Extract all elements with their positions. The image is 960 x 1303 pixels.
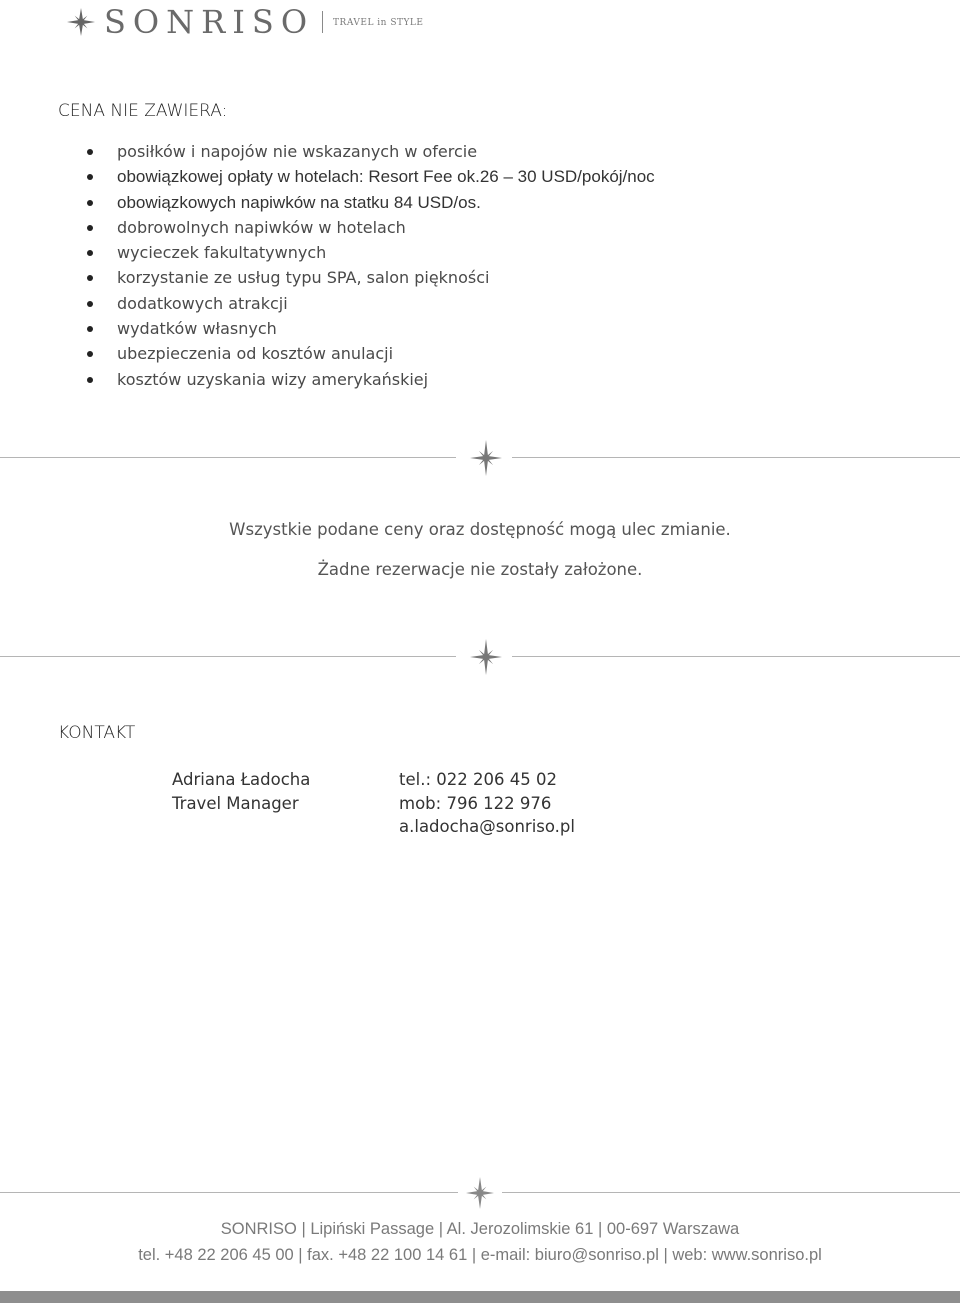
section-divider (0, 438, 960, 478)
contact-phone: tel.: 022 206 45 02 (399, 770, 557, 789)
price-notice: Wszystkie podane ceny oraz dostępność mogą ulec zmianie. (229, 520, 731, 539)
list-item: obowiązkowej opłaty w hotelach: Resort Fee ok.26 – 30 USD/pokój/noc (86, 165, 886, 190)
list-item: dobrowolnych napiwków w hotelach (86, 216, 886, 241)
contact-role: Travel Manager (172, 794, 299, 813)
list-item: korzystanie ze usług typu SPA, salon piękności (86, 266, 886, 291)
section-divider (0, 637, 960, 677)
logo-separator (322, 11, 323, 33)
list-item: kosztów uzyskania wizy amerykańskiej (86, 368, 886, 393)
list-item: wycieczek fakultatywnych (86, 241, 886, 266)
footer-address: SONRISO | Lipiński Passage | Al. Jerozolimskie 61 | 00-697 Warszawa (220, 1220, 740, 1238)
list-item: ubezpieczenia od kosztów anulacji (86, 342, 886, 367)
list-item: obowiązkowych napiwków na statku 84 USD/os. (86, 191, 886, 216)
brand-name: SONRISO (104, 3, 315, 41)
contact-email-link[interactable]: a.ladocha@sonriso.pl (399, 817, 575, 836)
compass-star-icon (462, 1173, 498, 1213)
brand-logo (66, 4, 423, 40)
reservation-notice: Żadne rezerwacje nie zostały założone. (317, 560, 643, 579)
contact-name: Adriana Ładocha (172, 770, 311, 789)
compass-star-icon (66, 7, 96, 37)
list-item: dodatkowych atrakcji (86, 292, 886, 317)
list-item: posiłków i napojów nie wskazanych w ofercie (86, 140, 886, 165)
compass-star-icon (466, 637, 506, 677)
footer-contact: tel. +48 22 206 45 00 | fax. +48 22 100 14 61 | e-mail: biuro@sonriso.pl | web: www.sonriso.pl (138, 1246, 822, 1264)
contact-title: KONTAKT (58, 723, 136, 743)
contact-mobile: mob: 796 122 976 (399, 794, 552, 813)
exclusions-list (86, 140, 886, 393)
compass-star-icon (466, 438, 506, 478)
bottom-bar (0, 1291, 960, 1303)
list-item: wydatków własnych (86, 317, 886, 342)
exclusions-title: CENA NIE ZAWIERA: (58, 101, 228, 121)
brand-tagline: TRAVEL in STYLE (333, 18, 424, 28)
footer-divider (0, 1173, 960, 1213)
